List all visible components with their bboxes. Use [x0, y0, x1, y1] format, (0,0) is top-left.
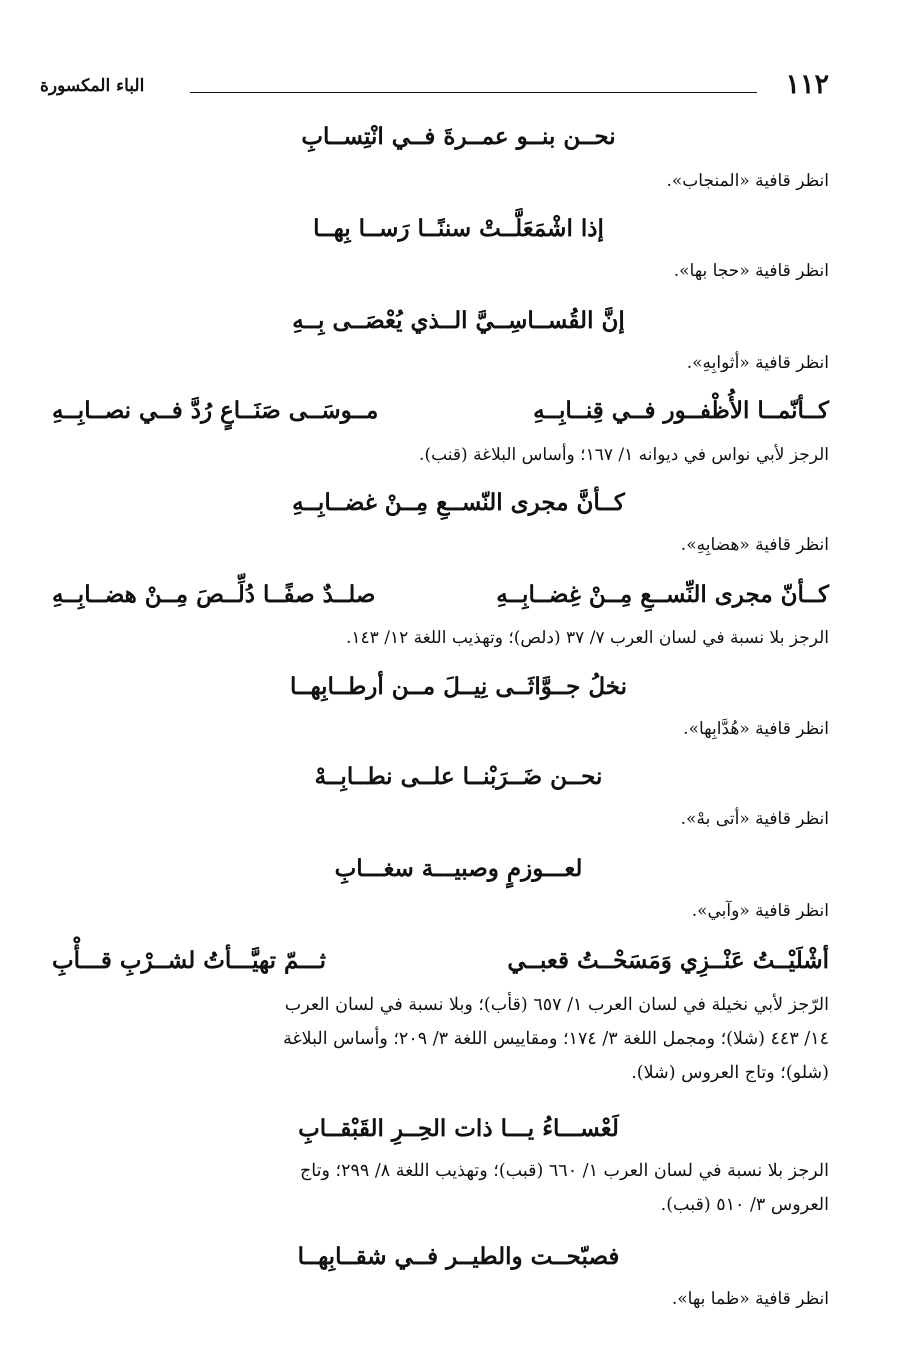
cross-reference-note: انظر قافية «ظما بها». — [671, 1289, 829, 1309]
cross-reference-note: انظر قافية «أتى بهْ». — [680, 809, 829, 829]
paragraph-line: (شلو)؛ وتاج العروس (شلا). — [631, 1063, 829, 1083]
cross-reference-note: انظر قافية «وآبي». — [691, 901, 829, 921]
verse-couplet — [52, 578, 829, 612]
verse: لَعْســـاءُ يـــا ذات الحِــرِ القَبْقــابِ — [298, 1115, 619, 1142]
source-paragraph — [52, 1154, 829, 1222]
cross-reference-note: انظر قافية «أثوابِهِ». — [686, 353, 829, 373]
verse: نخلُ جــوَّاثَــى نِيــلَ مــن أرطــابِهــا — [289, 673, 628, 700]
source-paragraph — [52, 988, 829, 1090]
verse: فصبّحــت والطيــر فــي شقــابِهــا — [297, 1243, 620, 1270]
source-note: الرجز لأبي نواس في ديوانه ١/ ١٦٧؛ وأساس البلاغة (قنب). — [419, 445, 829, 465]
verse: إنَّ القُســاسِــيَّ الــذي يُعْصَــى بِــهِ — [292, 307, 625, 334]
paragraph-line: العروس ٣/ ٥١٠ (قبب). — [660, 1195, 829, 1215]
hemistich-second: ثـــمّ تهيَّـــأتُ لشــرْبِ قـــأْبِ — [52, 947, 326, 974]
verse: نحــن بنــو عمــرةَ فــي انْتِســابِ — [301, 123, 616, 150]
hemistich-second: صلــدٌ صفًــا دُلِّــصَ مِــنْ هضــابِــهِ — [52, 581, 376, 608]
hemistich-first: أشْلَيْــتُ عَنْــزِي وَمَسَحْــتُ قعبــي — [507, 947, 829, 974]
verse-couplet — [52, 944, 829, 978]
paragraph-line: ١٤/ ٤٤٣ (شلا)؛ ومجمل اللغة ٣/ ١٧٤؛ ومقاييس اللغة ٣/ ٢٠٩؛ وأساس البلاغة — [283, 1029, 829, 1049]
verse-couplet — [52, 394, 829, 428]
source-note: الرجز بلا نسبة في لسان العرب ٧/ ٣٧ (دلص)؛ وتهذيب اللغة ١٢/ ١٤٣. — [345, 628, 829, 648]
cross-reference-note: انظر قافية «هُدَّابِها». — [683, 719, 829, 739]
running-title: الباء المكسورة — [40, 76, 145, 96]
page-number: ١١٢ — [785, 69, 829, 100]
verse: نحــن ضَــرَبْنــا علــى نطــابِــهْ — [314, 763, 603, 790]
hemistich-second: مــوسَــى صَنَــاعٍ رُدَّ فــي نصــابِــهِ — [52, 397, 379, 424]
verse: لعـــوزمٍ وصبيـــة سغـــابِ — [334, 855, 583, 882]
verse: إذا اشْمَعَلَّــتْ سننًــا رَســا بِهــا — [313, 215, 604, 242]
hemistich-first: كــأنّ مجرى النِّســعِ مِــنْ غِضــابِــهِ — [496, 581, 829, 608]
page-header — [40, 70, 829, 104]
cross-reference-note: انظر قافية «حجا بها». — [673, 261, 829, 281]
hemistich-first: كــأنّمــا الأُظْفــور فــي قِنــابِــهِ — [533, 397, 829, 424]
paragraph-line: الرّجز لأبي نخيلة في لسان العرب ١/ ٦٥٧ (قأب)؛ وبلا نسبة في لسان العرب — [284, 995, 829, 1015]
cross-reference-note: انظر قافية «هضابِهِ». — [680, 535, 829, 555]
verse: كــأنَّ مجرى النّســعِ مِــنْ غضــابِــهِ — [292, 489, 625, 516]
paragraph-line: الرجز بلا نسبة في لسان العرب ١/ ٦٦٠ (قبب)؛ وتهذيب اللغة ٨/ ٢٩٩؛ وتاج — [300, 1161, 829, 1181]
header-rule — [190, 92, 757, 93]
cross-reference-note: انظر قافية «المنجاب». — [666, 171, 829, 191]
